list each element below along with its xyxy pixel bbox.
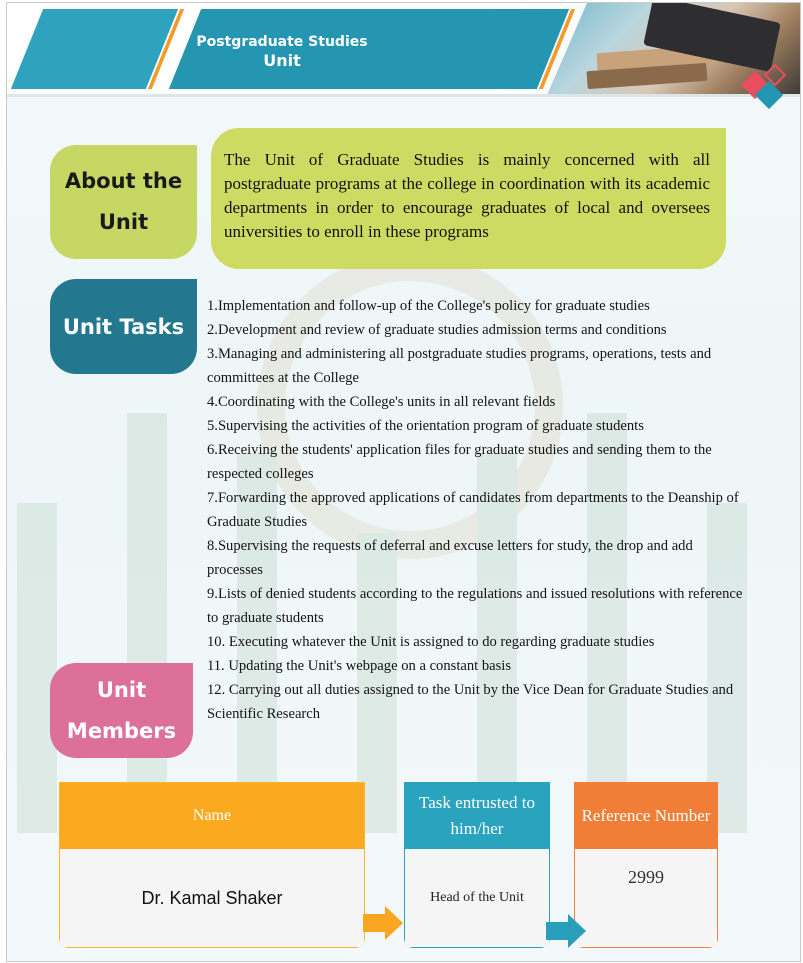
- arrow-right-icon: [363, 906, 403, 940]
- unit-tasks-label: Unit Tasks: [50, 279, 197, 374]
- task-item: 10. Executing whatever the Unit is assigned to do regarding graduate studies: [207, 634, 655, 650]
- task-item: 2.Development and review of graduate studies admission terms and conditions: [207, 322, 667, 338]
- unit-members-label: Unit Members: [50, 663, 193, 758]
- name-column: [59, 782, 365, 948]
- task-column: [404, 782, 550, 948]
- member-reference: 2999: [575, 849, 717, 947]
- reference-column: [574, 782, 718, 948]
- about-unit-text: The Unit of Graduate Studies is mainly concerned with all postgraduate programs at the college in coordination with its academic departments in order to encourage graduates of local and oversees universities to enroll in these programs: [211, 128, 726, 269]
- task-item: 12. Carrying out all duties assigned to the Unit by the Vice Dean for Graduate Studies and Scientific Research: [207, 682, 734, 722]
- task-item: 7.Forwarding the approved applications of candidates from departments to the Deanship of Graduate Studies: [207, 490, 739, 530]
- arrow-right-icon: [546, 914, 586, 948]
- task-item: 11. Updating the Unit's webpage on a constant basis: [207, 658, 512, 674]
- member-task: Head of the Unit: [405, 849, 549, 947]
- unit-tasks-list: [207, 294, 752, 726]
- task-item: 9.Lists of denied students according to the regulations and issued resolutions with reference to graduate students: [207, 586, 743, 626]
- header-banner: [7, 3, 800, 95]
- task-item: 1.Implementation and follow-up of the College's policy for graduate studies: [207, 298, 650, 314]
- about-unit-label: About the Unit: [50, 145, 197, 259]
- task-item: 8.Supervising the requests of deferral and excuse letters for study, the drop and add processes: [207, 538, 693, 578]
- page-title-line2: Unit: [263, 51, 301, 71]
- page: [6, 2, 801, 962]
- reference-header: Reference Number: [575, 783, 717, 849]
- name-header: Name: [60, 783, 364, 849]
- task-header: Task entrusted to him/her: [405, 783, 549, 849]
- page-title-line1: Postgraduate Studies: [196, 34, 368, 50]
- task-item: 5.Supervising the activities of the orientation program of graduate students: [207, 418, 644, 434]
- member-name: Dr. Kamal Shaker: [60, 849, 364, 947]
- header-divider: [7, 94, 800, 97]
- task-item: 6.Receiving the students' application files for graduate studies and sending them to the respected colleges: [207, 442, 712, 482]
- task-item: 4.Coordinating with the College's units in all relevant fields: [207, 394, 556, 410]
- task-item: 3.Managing and administering all postgraduate studies programs, operations, tests and committees at the College: [207, 346, 712, 386]
- page-title: [177, 33, 387, 72]
